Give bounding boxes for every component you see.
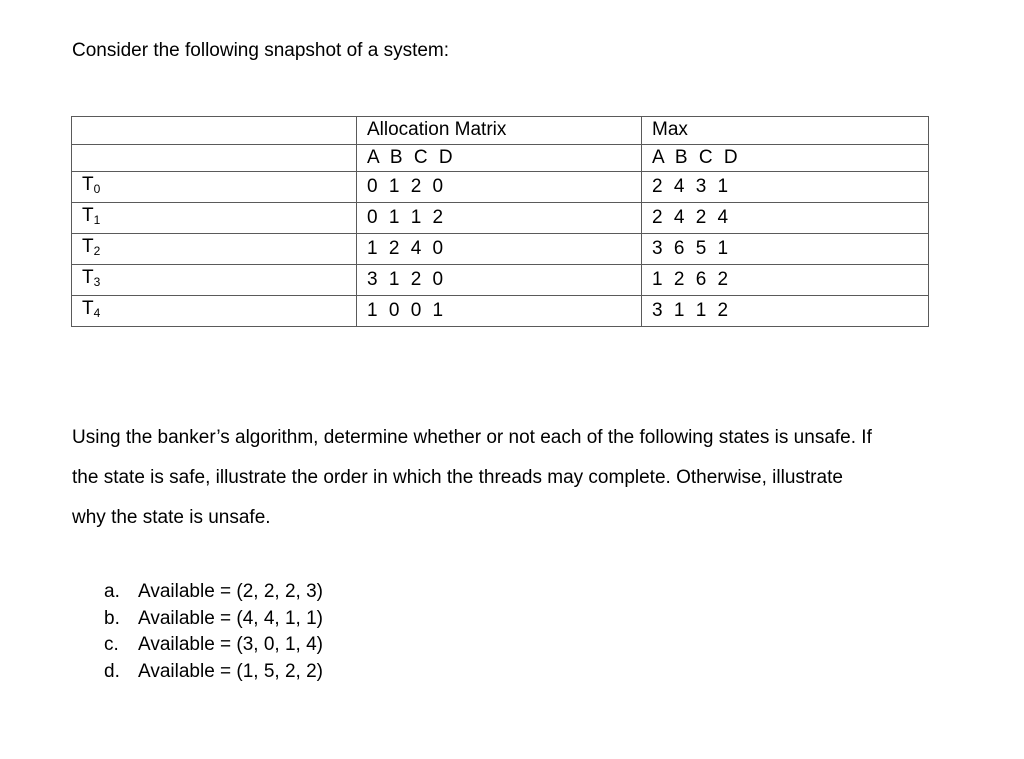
option-letter: a. (104, 581, 120, 602)
snapshot-table (71, 116, 929, 327)
allocation-cell: 1 0 0 1 (357, 296, 642, 327)
thread-subscript: 1 (93, 213, 101, 227)
question-line: Using the banker’s algorithm, determine whether or not each of the following states is unsafe. If (72, 427, 872, 448)
list-item (104, 606, 323, 633)
table-row (72, 296, 929, 327)
thread-letter: T (82, 298, 94, 319)
thread-name-cell (72, 234, 357, 265)
option-letter: c. (104, 634, 119, 655)
header-cell-thread (72, 117, 357, 145)
question-line: the state is safe, illustrate the order in which the threads may complete. Otherwise, illustrate (72, 467, 843, 488)
list-item (104, 659, 323, 686)
max-cell: 3 1 1 2 (642, 296, 929, 327)
thread-name-cell (72, 203, 357, 234)
thread-subscript: 0 (93, 182, 101, 196)
option-text: Available = (1, 5, 2, 2) (138, 660, 324, 682)
list-item (104, 579, 323, 606)
header-cell-max: Max (642, 117, 929, 145)
max-cell: 2 4 2 4 (642, 203, 929, 234)
allocation-cell: 0 1 1 2 (357, 203, 642, 234)
allocation-cell: 3 1 2 0 (357, 265, 642, 296)
options-list (104, 579, 323, 685)
thread-letter: T (82, 174, 94, 195)
max-cell: 1 2 6 2 (642, 265, 929, 296)
subheader-cell-max: A B C D (642, 144, 929, 172)
option-text: Available = (4, 4, 1, 1) (138, 607, 324, 629)
table-subheader-row (72, 144, 929, 172)
thread-name-cell (72, 265, 357, 296)
allocation-cell: 0 1 2 0 (357, 172, 642, 203)
intro-text: Consider the following snapshot of a system: (72, 40, 450, 61)
question-paragraph (72, 418, 932, 538)
list-item (104, 632, 323, 659)
question-line: why the state is unsafe. (72, 507, 271, 528)
option-text: Available = (2, 2, 2, 3) (138, 581, 324, 602)
subheader-cell-allocation: A B C D (357, 144, 642, 172)
thread-letter: T (82, 205, 94, 226)
subheader-cell-thread (72, 144, 357, 172)
table-row (72, 234, 929, 265)
thread-subscript: 4 (93, 306, 101, 320)
thread-letter: T (82, 267, 94, 288)
thread-subscript: 3 (93, 275, 101, 289)
table-header-row (72, 117, 929, 145)
header-cell-allocation: Allocation Matrix (357, 117, 642, 145)
option-letter: b. (104, 607, 120, 629)
thread-name-cell (72, 296, 357, 327)
option-letter: d. (104, 660, 120, 682)
thread-subscript: 2 (93, 244, 101, 258)
table-row (72, 203, 929, 234)
max-cell: 2 4 3 1 (642, 172, 929, 203)
table-row (72, 265, 929, 296)
thread-letter: T (82, 236, 94, 257)
table-row (72, 172, 929, 203)
option-text: Available = (3, 0, 1, 4) (138, 634, 324, 655)
allocation-cell: 1 2 4 0 (357, 234, 642, 265)
max-cell: 3 6 5 1 (642, 234, 929, 265)
thread-name-cell (72, 172, 357, 203)
